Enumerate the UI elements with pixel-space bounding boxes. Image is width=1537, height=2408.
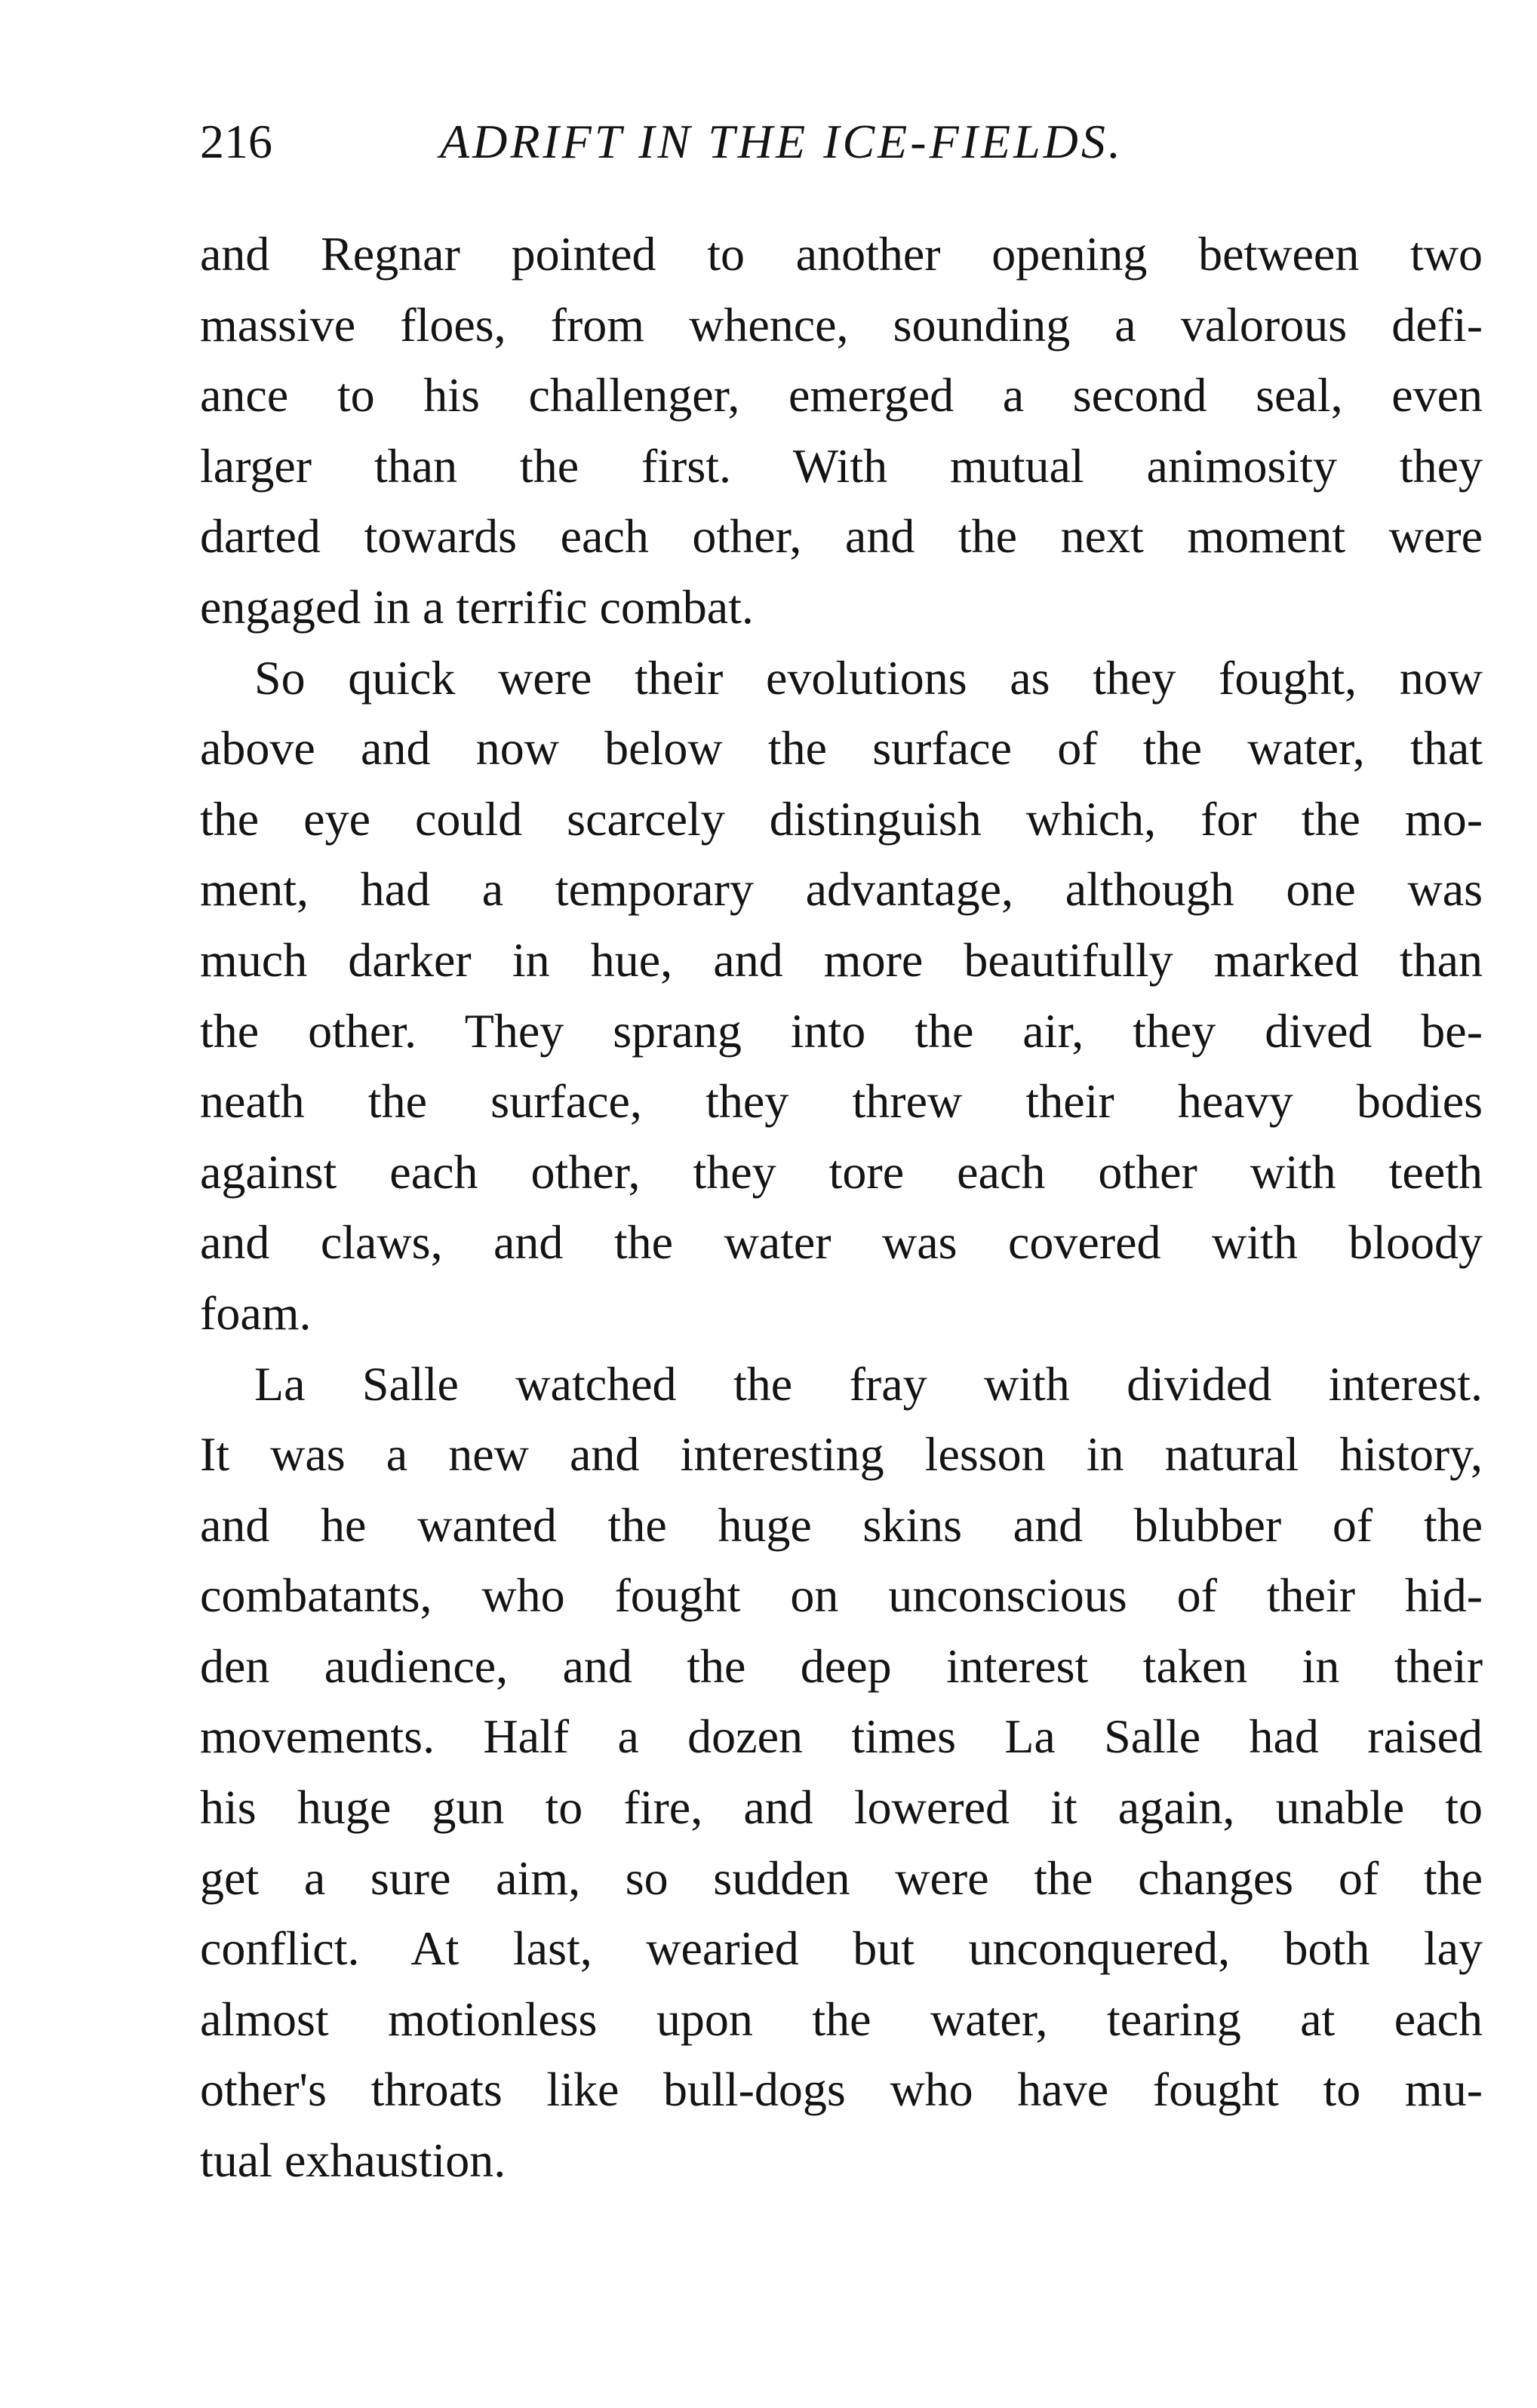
text-line: conflict. At last, wearied but unconquered, both lay [200, 1921, 1483, 1976]
body-text [200, 219, 1483, 2196]
paragraph-2 [200, 643, 1483, 1349]
page-header [200, 112, 1483, 172]
text-line: his huge gun to fire, and lowered it again, unable to [200, 1780, 1483, 1835]
text-line: much darker in hue, and more beautifully marked than [200, 932, 1483, 987]
text-line: other's throats like bull-dogs who have fought to mu- [200, 2062, 1483, 2117]
text-line: engaged in a terrific combat. [200, 579, 754, 634]
text-line: La Salle watched the fray with divided interest. [254, 1356, 1483, 1411]
text-line: the other. They sprang into the air, they dived be- [200, 1003, 1483, 1058]
paragraph-1 [200, 219, 1483, 643]
text-line: ment, had a temporary advantage, although one was [200, 862, 1483, 917]
text-line: and he wanted the huge skins and blubber of the [200, 1497, 1483, 1552]
text-line: almost motionless upon the water, tearing at each [200, 1992, 1483, 2046]
text-line: foam. [200, 1285, 312, 1340]
paragraph-3 [200, 1349, 1483, 2196]
text-line: combatants, who fought on unconscious of their hid- [200, 1568, 1483, 1623]
text-line: So quick were their evolutions as they fought, now [254, 650, 1483, 705]
text-line: the eye could scarcely distinguish which, for the mo- [200, 791, 1483, 846]
text-line: above and now below the surface of the water, that [200, 721, 1483, 776]
text-line: den audience, and the deep interest taken in their [200, 1639, 1483, 1693]
text-line: massive floes, from whence, sounding a valorous defi- [200, 297, 1483, 352]
text-line: get a sure aim, so sudden were the changes of the [200, 1851, 1483, 1905]
text-line: tual exhaustion. [200, 2133, 506, 2188]
text-line: ance to his challenger, emerged a second seal, even [200, 368, 1483, 422]
text-line: against each other, they tore each other with teeth [200, 1144, 1483, 1199]
text-line: darted towards each other, and the next moment were [200, 509, 1483, 564]
text-line: neath the surface, they threw their heavy bodies [200, 1074, 1483, 1129]
text-line: It was a new and interesting lesson in natural history, [200, 1427, 1483, 1482]
text-line: larger than the first. With mutual animosity they [200, 438, 1483, 493]
text-line: and claws, and the water was covered with bloody [200, 1215, 1483, 1270]
page-number: 216 [200, 115, 272, 168]
text-line: and Regnar pointed to another opening between two [200, 227, 1483, 281]
running-title: ADRIFT IN THE ICE-FIELDS. [440, 115, 1124, 168]
text-line: movements. Half a dozen times La Salle had raised [200, 1709, 1483, 1764]
